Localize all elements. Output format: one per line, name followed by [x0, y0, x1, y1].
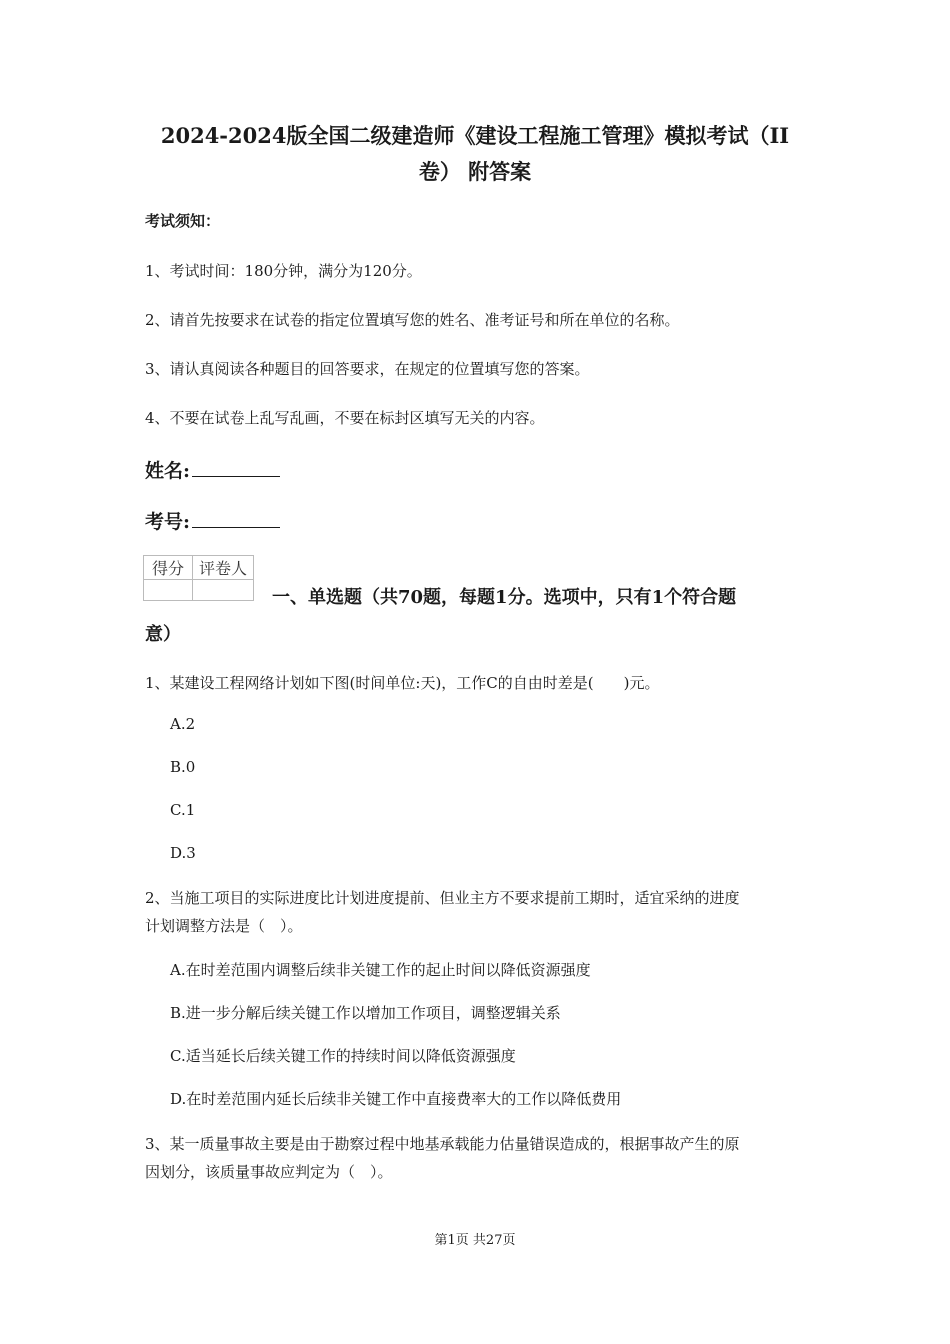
- question-2-line-1: 2、当施工项目的实际进度比计划进度提前、但业主方不要求提前工期时，适宜采纳的进度: [145, 889, 740, 907]
- question-2-option-c[interactable]: C.适当延长后续关键工作的持续时间以降低资源强度: [170, 1047, 516, 1065]
- question-1: 1、某建设工程网络计划如下图(时间单位:天)，工作C的自由时差是( )元。: [145, 674, 660, 692]
- page-number-footer: 第1页 共27页: [434, 1233, 516, 1248]
- exam-id-blank-line[interactable]: [192, 507, 280, 528]
- grader-cell: [193, 580, 254, 601]
- question-1-option-b[interactable]: B.0: [170, 758, 196, 776]
- question-2-option-b[interactable]: B.进一步分解后续关键工作以增加工作项目，调整逻辑关系: [170, 1004, 561, 1022]
- name-blank-line[interactable]: [192, 456, 280, 477]
- name-field: [145, 456, 280, 483]
- question-1-option-c[interactable]: C.1: [170, 801, 196, 819]
- question-3-line-1: 3、某一质量事故主要是由于勘察过程中地基承载能力估量错误造成的，根据事故产生的原: [145, 1135, 740, 1153]
- score-table: [143, 555, 254, 601]
- question-1-option-d[interactable]: D.3: [170, 844, 196, 862]
- score-header: 得分: [144, 556, 193, 580]
- grader-header: 评卷人: [193, 556, 254, 580]
- exam-id-field: [145, 507, 280, 534]
- notice-item-1: 1、考试时间：180分钟，满分为120分。: [145, 262, 422, 280]
- notice-heading: 考试须知：: [145, 212, 221, 230]
- question-3-line-2: 因划分，该质量事故应判定为（ ）。: [145, 1163, 393, 1181]
- document-title-line-1: 2024-2024版全国二级建造师《建设工程施工管理》模拟考试（II: [160, 123, 790, 148]
- document-title-line-2: 卷） 附答案: [418, 159, 532, 184]
- section-heading-line-2: 意）: [145, 624, 181, 645]
- notice-item-2: 2、请首先按要求在试卷的指定位置填写您的姓名、准考证号和所在单位的名称。: [145, 311, 680, 329]
- question-2-option-a[interactable]: A.在时差范围内调整后续非关键工作的起止时间以降低资源强度: [170, 961, 591, 979]
- name-label: 姓名:: [145, 460, 191, 482]
- question-2-line-2: 计划调整方法是（ ）。: [145, 917, 303, 935]
- question-1-option-a[interactable]: A.2: [170, 715, 196, 733]
- question-2-option-d[interactable]: D.在时差范围内延长后续非关键工作中直接费率大的工作以降低费用: [170, 1090, 622, 1108]
- notice-item-4: 4、不要在试卷上乱写乱画，不要在标封区填写无关的内容。: [145, 409, 545, 427]
- score-cell: [144, 580, 193, 601]
- notice-item-3: 3、请认真阅读各种题目的回答要求，在规定的位置填写您的答案。: [145, 360, 590, 378]
- section-heading-line-1: 一、单选题（共70题，每题1分。选项中，只有1个符合题: [272, 587, 737, 608]
- exam-id-label: 考号:: [145, 511, 191, 533]
